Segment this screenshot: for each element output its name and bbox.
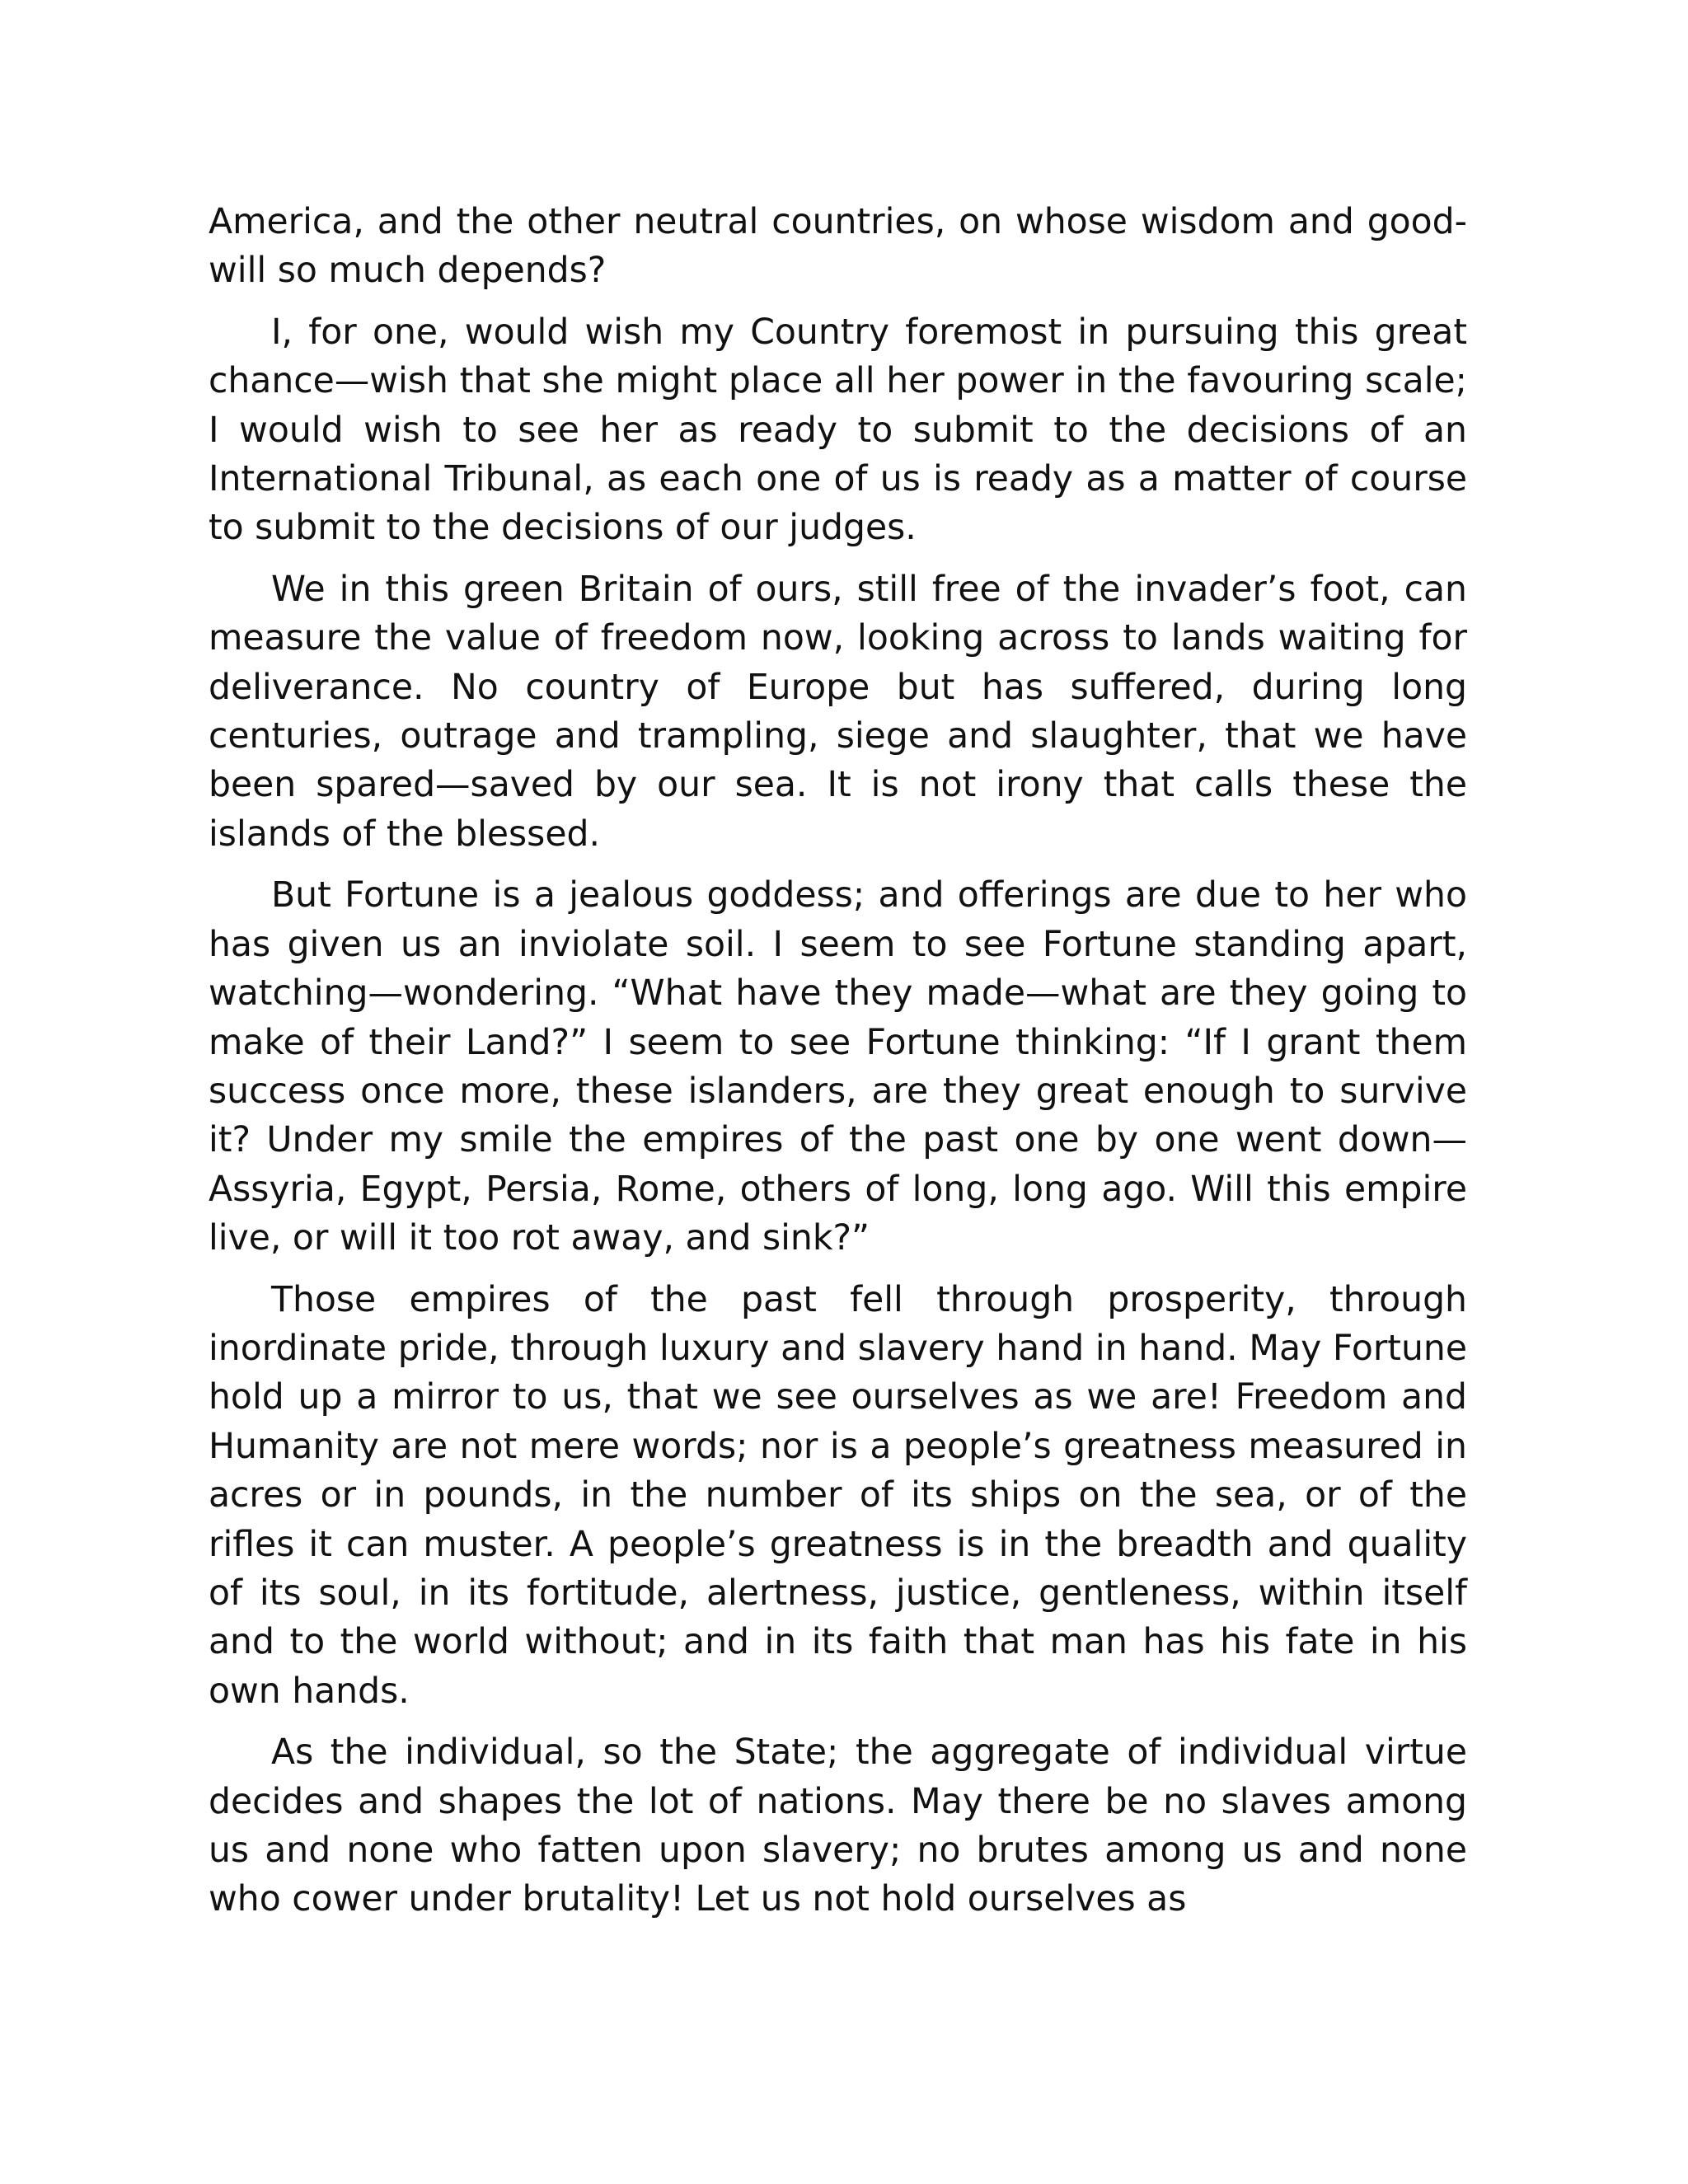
paragraph-1: America, and the other neutral countries, on whose wisdom and good-will so much depends? [209,202,1467,292]
page-text [209,198,1467,1937]
paragraph-4: But Fortune is a jealous goddess; and offerings are due to her who has given us an inviolate soil. I seem to see Fortune standing apart, watching—wondering. “What have they made—what are they going to make of their Land?” I seem to see Fortune thinking: “If I grant them success once more, these islanders, are they great enough to survive it? Under my smile the empires of the past one by one went down—Assyria, Egypt, Persia, Rome, others of long, long ago. Will this empire live, or will it too rot away, and sink?” [209,875,1467,1259]
paragraph-6: As the individual, so the State; the aggregate of individual virtue decides and shapes the lot of nations. May there be no slaves among us and none who fatten upon slavery; no brutes among us and none who cower under brutality! Let us not hold ourselves as [209,1732,1467,1920]
paragraph-5: Those empires of the past fell through prosperity, through inordinate pride, through luxury and slavery hand in hand. May Fortune hold up a mirror to us, that we see ourselves as we are! Freedom and Humanity are not mere words; nor is a people’s greatness measured in acres or in pounds, in the number of its ships on the sea, or of the rifles it can muster. A people’s greatness is in the breadth and quality of its soul, in its fortitude, alertness, justice, gentleness, within itself and to the world without; and in its faith that man has his fate in his own hands. [209,1279,1467,1712]
paragraph-2: I, for one, would wish my Country foremost in pursuing this great chance—wish that she might place all her power in the favouring scale; I would wish to see her as ready to submit to the decisions of an International Tribunal, as each one of us is ready as a matter of course to submit to the decisions of our judges. [209,312,1467,549]
paragraph-3: We in this green Britain of ours, still free of the invader’s foot, can measure the value of freedom now, looking across to lands waiting for deliverance. No country of Europe but has suffered, during long centuries, outrage and trampling, siege and slaughter, that we have been spared—saved by our sea. It is not irony that calls these the islands of the blessed. [209,569,1467,855]
